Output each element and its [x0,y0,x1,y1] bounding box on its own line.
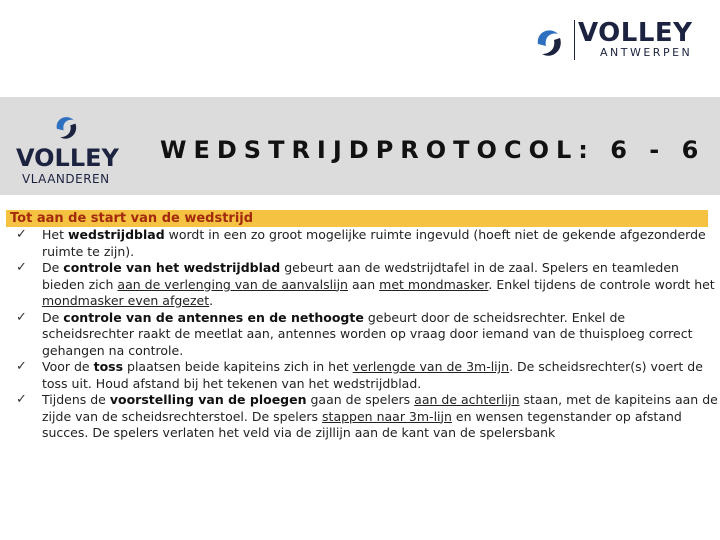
bold-text: controle van de antennes en de nethoogte [63,309,364,325]
item-text: wordt in een zo groot mogelijke ruimte ingevuld (hoeft niet de gekende afgezonderde ruimte te zijn). [42,227,706,259]
underlined-text: mondmasker even afgezet [42,293,210,308]
item-text: gebeurt aan de wedstrijdtafel in de zaal. Spelers en teamleden bieden zich [42,260,679,292]
underlined-text: met mondmasker [379,276,489,292]
logo-brand: VOLLEY [578,18,693,48]
logo-separator [574,20,575,60]
item-text: plaatsen beide kapiteins zich in het [123,359,353,374]
underlined-text: aan de verlenging van de aanvalslijn [117,276,348,292]
item-text: gebeurt door de scheidsrechter. Enkel de scheidsrechter raakt de meetlat aan, antennes worden op vraag door iemand van de thuisploeg correct gehangen na controle. [42,309,693,358]
checklist-item [6,392,718,442]
item-text: Tijdens de [42,392,110,407]
checkmark-icon: ✓ [16,392,27,407]
checklist [6,227,718,442]
item-text: aan [347,276,380,292]
underlined-text: verlengde van de 3m-lijn [352,359,510,374]
volley-vlaanderen-logo [14,110,124,185]
section-heading: Tot aan de start van de wedstrijd [6,210,708,227]
checkmark-icon: ✓ [16,359,27,374]
bold-text: wedstrijdblad [67,227,165,242]
bold-text: voorstelling van de ploegen [109,392,307,407]
underlined-text: stappen naar 3m-lijn [322,408,452,424]
logo-brand: VOLLEY [16,144,119,172]
item-text: . De scheidsrechter(s) voert de toss uit. Houd afstand bij het tekenen van het wedstrijdblad. [42,359,703,391]
bold-text: toss [93,359,124,374]
checkmark-icon: ✓ [16,260,27,275]
item-text: . [209,293,214,308]
bold-text: controle van het wedstrijdblad [63,260,281,275]
item-text: en wensen tegenstander op afstand succes. De spelers verlaten het veld via de zijllijn aan de kant van de spelersbank [42,408,682,440]
item-text: Het [42,227,68,242]
item-text: De [42,260,64,275]
page-title: WEDSTRIJDPROTOCOL: 6 - 6 [160,136,706,164]
item-text: Voor de [42,359,94,374]
logo-subtitle: ANTWERPEN [600,46,693,59]
volley-ball-icon [50,110,84,144]
item-text: gaan de spelers [306,392,415,407]
checklist-item [6,310,718,360]
underlined-text: aan de achterlijn [414,392,520,407]
checkmark-icon: ✓ [16,309,27,325]
checklist-item [6,227,718,260]
logo-subtitle: VLAANDEREN [22,172,110,186]
volley-ball-icon [530,22,570,62]
protocol-document [6,210,718,442]
checkmark-icon: ✓ [16,227,27,242]
item-text: De [42,309,64,325]
checklist-item [6,359,718,392]
checklist-item [6,260,718,310]
volley-antwerpen-logo [530,16,705,64]
item-text: staan, met de kapiteins aan de zijde van de scheidsrechterstoel. De spelers [42,392,718,424]
item-text: . Enkel tijdens de controle wordt het [488,276,715,292]
